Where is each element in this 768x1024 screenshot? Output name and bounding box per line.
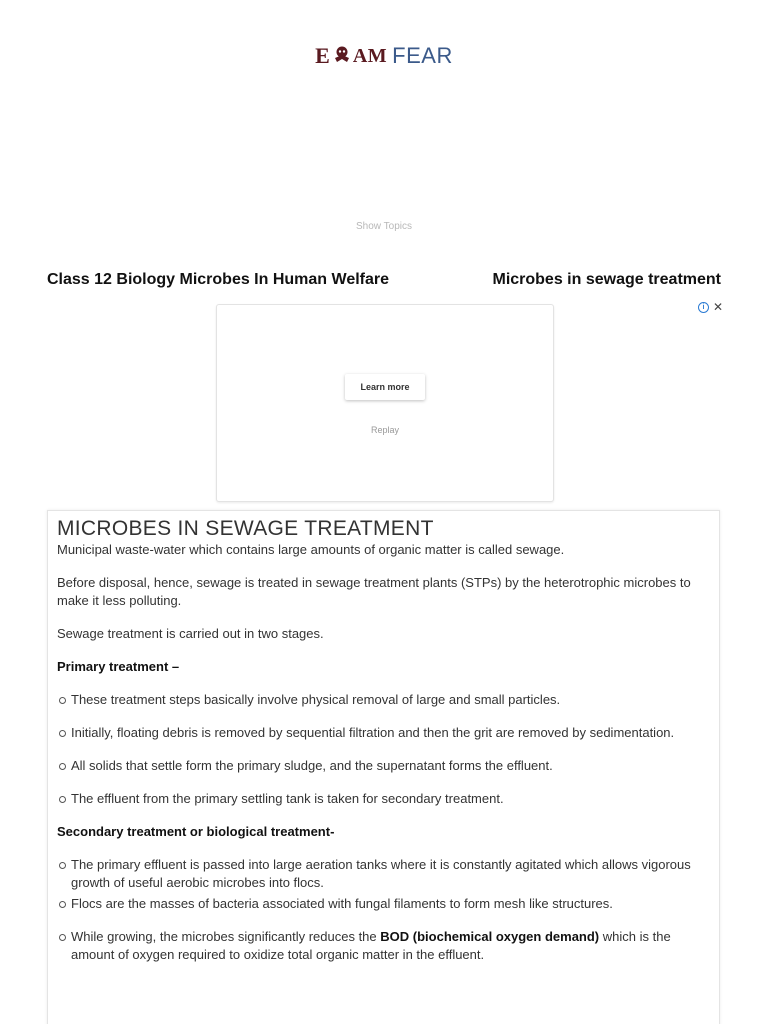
article-intro: Municipal waste-water which contains large amounts of organic matter is called sewage. <box>57 542 565 557</box>
breadcrumb-topic-title: Microbes in sewage treatment <box>492 271 721 288</box>
secondary-treatment-heading: Secondary treatment or biological treatment- <box>57 824 335 839</box>
show-topics-link[interactable]: Show Topics <box>356 221 412 232</box>
breadcrumb-chapter-link[interactable]: Class 12 Biology Microbes In Human Welfare <box>47 271 390 288</box>
article-card <box>47 510 720 1024</box>
bod-term: BOD (biochemical oxygen demand) <box>380 929 600 944</box>
list-item: Initially, floating debris is removed by sequential filtration and then the grit are removed by sedimentation. <box>71 724 709 742</box>
secondary-treatment-list <box>57 856 709 964</box>
list-item: Flocs are the masses of bacteria associated with fungal filaments to form mesh like structures. <box>71 895 709 913</box>
list-item: The primary effluent is passed into large aeration tanks where it is constantly agitated which allows vigorous growth of useful aerobic microbes into flocs. <box>71 856 709 892</box>
close-icon[interactable]: ✕ <box>712 300 723 314</box>
list-item: These treatment steps basically involve physical removal of large and small particles. <box>71 691 709 709</box>
article-paragraph: Before disposal, hence, sewage is treated in sewage treatment plants (STPs) by the heterotrophic microbes to make it less polluting. <box>57 575 691 608</box>
learn-more-button[interactable]: Learn more <box>345 374 425 400</box>
ad-controls <box>698 300 723 314</box>
bod-text-after: which is the amount of oxygen required to oxidize total organic matter in the effluent. <box>71 929 671 962</box>
list-item: All solids that settle form the primary sludge, and the supernatant forms the effluent. <box>71 757 709 775</box>
article-paragraph: Sewage treatment is carried out in two stages. <box>57 626 324 641</box>
primary-treatment-heading: Primary treatment – <box>57 659 180 674</box>
site-logo[interactable] <box>0 40 768 72</box>
logo-letter-e: E <box>315 43 331 68</box>
bod-text-before: While growing, the microbes significantly reduces the <box>71 929 381 944</box>
primary-treatment-list <box>57 691 709 808</box>
info-icon[interactable]: i <box>698 302 709 313</box>
logo-text-am: AM <box>352 44 388 67</box>
advertisement[interactable] <box>216 304 554 502</box>
article-title: MICROBES IN SEWAGE TREATMENT <box>57 517 434 540</box>
logo-text-fear: FEAR <box>392 43 453 68</box>
list-item: The effluent from the primary settling tank is taken for secondary treatment. <box>71 790 709 808</box>
logo-ghost-icon <box>332 44 352 69</box>
replay-button[interactable]: Replay <box>370 425 399 435</box>
list-item-bod <box>71 928 709 964</box>
